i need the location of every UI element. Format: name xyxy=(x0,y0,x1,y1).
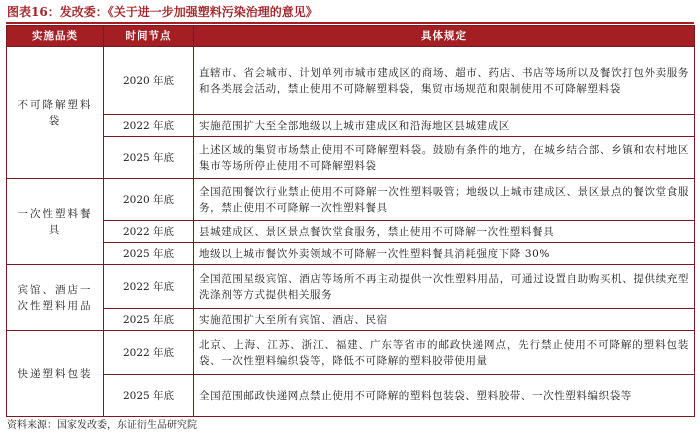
table-row xyxy=(7,221,695,243)
detail-cell: 实施范围扩大至全部地级以上城市建成区和沿海地区县城建成区 xyxy=(194,115,695,137)
table-row xyxy=(7,331,695,375)
year-cell: 2020 年底 xyxy=(104,179,194,221)
year-cell: 2022 年底 xyxy=(104,265,194,309)
table-header-row xyxy=(7,26,695,47)
source-note: 资料来源：国家发改委，东证衍生品研究院 xyxy=(7,420,197,431)
detail-cell: 北京、上海、江苏、浙江、福建、广东等省市的邮政快递网点，先行禁止使用不可降解的塑料包装袋、一次性塑料编织袋等，降低不可降解的塑料胶带使用量 xyxy=(194,331,695,375)
detail-cell: 上述区域的集贸市场禁止使用不可降解塑料袋。鼓励有条件的地方，在城乡结合部、乡镇和农村地区集市等场所停止使用不可降解塑料袋 xyxy=(194,137,695,179)
table-row xyxy=(7,47,695,115)
detail-cell: 直辖市、省会城市、计划单列市城市建成区的商场、超市、药店、书店等场所以及餐饮打包外卖服务和各类展会活动，禁止使用不可降解塑料袋，集贸市场规范和限制使用不可降解塑料袋 xyxy=(194,47,695,115)
detail-cell: 地级以上城市餐饮外卖领域不可降解一次性塑料餐具消耗强度下降 30% xyxy=(194,243,695,265)
year-cell: 2025 年底 xyxy=(104,137,194,179)
detail-cell: 全国范围餐饮行业禁止使用不可降解一次性塑料吸管；地级以上城市建成区、景区景点的餐饮堂食服务，禁止使用不可降解一次性塑料餐具 xyxy=(194,179,695,221)
header-timeline: 时间节点 xyxy=(104,26,194,47)
policy-table xyxy=(6,25,695,417)
figure-title: 图表16：发改委：《关于进一步加强塑料污染治理的意见》 xyxy=(7,5,318,19)
table-row xyxy=(7,375,695,417)
year-cell: 2025 年底 xyxy=(104,243,194,265)
year-cell: 2022 年底 xyxy=(104,221,194,243)
table-row xyxy=(7,309,695,331)
year-cell: 2022 年底 xyxy=(104,115,194,137)
category-cell-hotel-items: 宾馆、酒店一次性塑料用品 xyxy=(7,265,104,331)
table-row xyxy=(7,265,695,309)
detail-cell: 全国范围星级宾馆、酒店等场所不再主动提供一次性塑料用品，可通过设置自助购买机、提供续充型洗涤剂等方式提供相关服务 xyxy=(194,265,695,309)
table-row xyxy=(7,179,695,221)
year-cell: 2020 年底 xyxy=(104,47,194,115)
table-row xyxy=(7,243,695,265)
header-category: 实施品类 xyxy=(7,26,104,47)
header-detail: 具体规定 xyxy=(194,26,695,47)
detail-cell: 实施范围扩大至所有宾馆、酒店、民宿 xyxy=(194,309,695,331)
title-rule xyxy=(6,22,694,24)
year-cell: 2025 年底 xyxy=(104,375,194,417)
table-row xyxy=(7,137,695,179)
category-cell-plastic-bags: 不可降解塑料袋 xyxy=(7,47,104,179)
table-row xyxy=(7,115,695,137)
detail-cell: 县城建成区、景区景点餐饮堂食服务，禁止使用不可降解一次性塑料餐具 xyxy=(194,221,695,243)
year-cell: 2025 年底 xyxy=(104,309,194,331)
year-cell: 2022 年底 xyxy=(104,331,194,375)
category-cell-tableware: 一次性塑料餐具 xyxy=(7,179,104,265)
category-cell-express-packaging: 快递塑料包装 xyxy=(7,331,104,417)
detail-cell: 全国范围邮政快递网点禁止使用不可降解的塑料包装袋、塑料胶带、一次性塑料编织袋等 xyxy=(194,375,695,417)
